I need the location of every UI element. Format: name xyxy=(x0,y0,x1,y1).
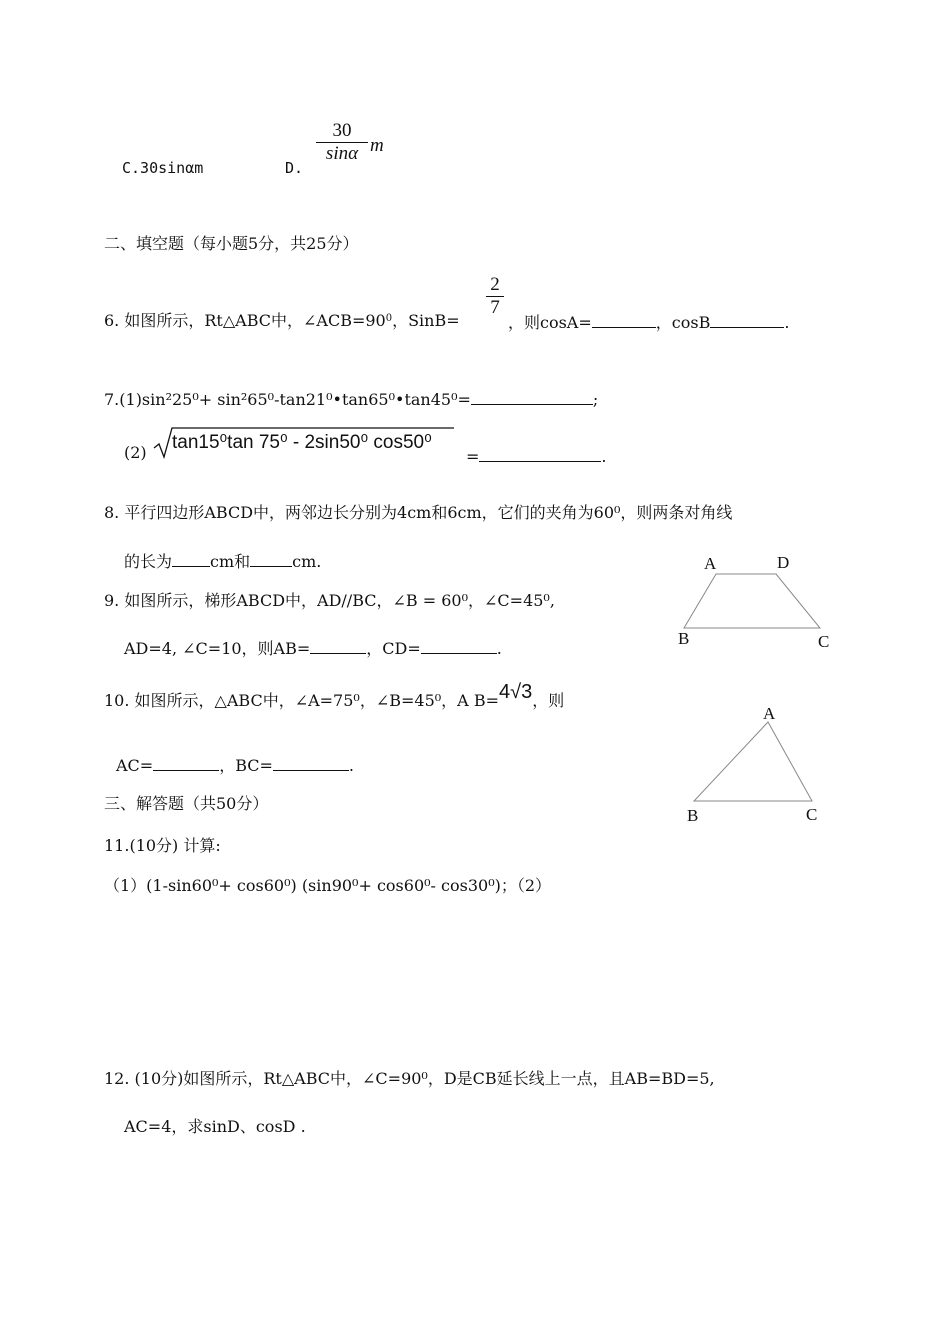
q7-equals: = xyxy=(466,447,480,466)
fraction-numerator: 30 xyxy=(332,120,352,141)
triangle-label-a: A xyxy=(763,704,776,723)
question-8-line2 xyxy=(124,550,321,572)
answer-blank[interactable] xyxy=(153,754,219,771)
q6-fraction xyxy=(486,274,504,319)
q7-expression-1: 7.(1)sin²25⁰+ sin²65⁰-tan21⁰•tan65⁰•tan45⁰= xyxy=(104,390,471,409)
question-12-line1: 12. (10分)如图所示，Rt△ABC中，∠C=90⁰，D是CB延长线上一点，且AB=BD=5, xyxy=(104,1069,715,1088)
trapezoid-label-d: D xyxy=(777,553,790,572)
q10-text-a: 10. 如图所示，△ABC中，∠A=75⁰，∠B=45⁰，A B= xyxy=(104,691,499,710)
q6-text-end: . xyxy=(784,313,790,332)
q7-radical-expression: tan15⁰tan 75⁰ - 2sin50⁰ cos50⁰ xyxy=(172,432,432,453)
q8-text-c: cm. xyxy=(292,552,322,571)
answer-blank[interactable] xyxy=(471,388,593,405)
answer-blank[interactable] xyxy=(172,550,210,567)
q6-text-post: ，则cosA= xyxy=(508,313,592,332)
q6-degree: 0 xyxy=(385,313,393,324)
answer-blank[interactable] xyxy=(710,311,784,328)
q6-fraction-denominator: 7 xyxy=(490,297,500,318)
question-9-line2 xyxy=(124,637,502,659)
q9-text-c: . xyxy=(496,639,502,658)
fraction-denominator: sinα xyxy=(325,143,359,164)
question-10-line1 xyxy=(104,681,565,711)
q10-ab-value: 4√3 xyxy=(498,681,533,703)
option-c: C.30sinαm xyxy=(122,159,204,177)
q10-text-c: AC= xyxy=(116,756,154,775)
section-heading-solve: 三、解答题（共50分） xyxy=(104,794,269,813)
answer-blank[interactable] xyxy=(592,311,656,328)
q9-text-b: ，CD= xyxy=(366,639,421,658)
answer-blank[interactable] xyxy=(273,754,349,771)
triangle-figure xyxy=(680,700,840,820)
question-8-line1: 8. 平行四边形ABCD中，两邻边长分别为4cm和6cm，它们的夹角为60⁰，则两条对角线 xyxy=(104,503,733,522)
option-d-label: D. xyxy=(285,159,304,177)
q7-part2-label: (2) xyxy=(124,443,147,462)
section-heading-fill-blank: 二、填空题（每小题5分，共25分） xyxy=(104,234,359,253)
q10-text-b: ，则 xyxy=(532,691,565,710)
question-10-line2 xyxy=(116,754,354,776)
answer-blank[interactable] xyxy=(421,637,497,654)
q7-semicolon: ; xyxy=(592,390,599,409)
trapezoid-label-c: C xyxy=(818,632,830,651)
trapezoid-label-a: A xyxy=(704,554,717,573)
question-11-expression: （1）(1-sin60⁰+ cos60⁰) (sin90⁰+ cos60⁰- cos30⁰)；（2） xyxy=(104,876,552,895)
q8-text-a: 的长为 xyxy=(124,552,173,571)
q6-fraction-numerator: 2 xyxy=(490,274,500,295)
q10-text-e: . xyxy=(348,756,355,775)
q6-text-mid2: ，cosB xyxy=(655,313,711,332)
triangle-label-c: C xyxy=(806,805,818,824)
q7-period: . xyxy=(601,447,607,466)
question-6-tail xyxy=(508,311,789,333)
trapezoid-label-b: B xyxy=(678,629,690,648)
question-11-title: 11.(10分) 计算: xyxy=(104,836,221,855)
trapezoid-figure xyxy=(670,550,840,660)
fraction-unit: m xyxy=(370,135,384,156)
answer-blank[interactable] xyxy=(310,637,366,654)
option-d-fraction xyxy=(316,120,368,165)
q6-text: 6. 如图所示，Rt△ABC中，∠ACB=90 xyxy=(104,311,386,330)
question-9-line1: 9. 如图所示，梯形ABCD中，AD//BC，∠B = 60⁰，∠C=45⁰, xyxy=(104,591,555,610)
answer-blank[interactable] xyxy=(479,445,601,462)
q6-text-mid: ，SinB= xyxy=(392,311,460,330)
question-7-part2-tail xyxy=(466,445,607,467)
triangle-label-b: B xyxy=(687,806,699,825)
q10-text-d: ，BC= xyxy=(219,756,273,775)
answer-blank[interactable] xyxy=(250,550,292,567)
question-12-line2: AC=4，求sinD、cosD . xyxy=(124,1117,306,1136)
q8-text-b: cm和 xyxy=(210,552,251,571)
q9-text-a: AD=4, ∠C=10，则AB= xyxy=(124,639,311,658)
question-7-part1 xyxy=(104,388,598,410)
question-6 xyxy=(104,311,460,331)
